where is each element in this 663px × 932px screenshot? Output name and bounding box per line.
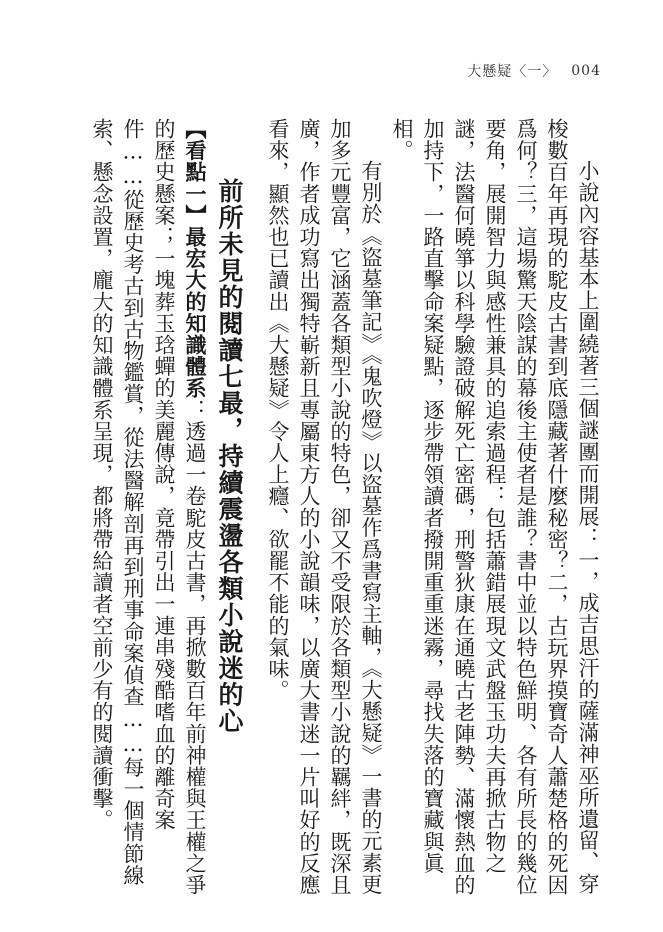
highlight-title: 最宏大的知識體系 xyxy=(183,226,207,399)
page-number: 004 xyxy=(571,63,601,79)
highlight-text: ：透過一卷駝皮古書，再掀數百年前神權與王權之爭的歷史懸案；一塊葬玉琀蟬的美麗傳說，竟帶引出一連串殘酷嗜血的離奇案件……從歷史考古到古物鑑賞，從法醫解剖再到刑事命案偵查……每一個情節線索、懸念設置，龐大的知識體系呈現，都將帶給讀者空前少有的閱讀衝擊。 xyxy=(90,118,207,896)
body-text xyxy=(43,118,603,896)
highlight-paragraph xyxy=(86,118,210,896)
section-heading: 前所未見的閱讀七最，持續震盪各類小說迷的心 xyxy=(215,178,244,735)
running-header xyxy=(431,60,601,82)
paragraph-plot-summary: 小說內容基本上圍繞著三個謎團而開展：一，成吉思汗的薩滿神巫所遺留、穿梭數百年再現的駝皮古書到底隱藏著什麼秘密？二，古玩界摸寶奇人蕭楚格的死因爲何？三，這場驚天陰謀的幕後主使者是誰？書中並以特色鮮明、各有所長的幾位要角，展開智力與感性兼具的追索過程：包括蕭錯展現文武盤玉功夫再掀古物之謎，法醫何曉箏以科學驗證破解死亡密碼，刑警狄康在通曉古老陣勢、滿懷熱血的加持下，一路直擊命案疑點，逐步帶領讀者撥開重重迷霧，尋找失落的寶藏與眞相。 xyxy=(390,118,600,896)
highlight-label: 【看點一】 xyxy=(183,118,207,226)
paragraph-comparison: 有別於《盜墓筆記》《鬼吹燈》以盜墓作爲書寫主軸，《大懸疑》一書的元素更加多元豐富，它涵蓋各類型小說的特色，卻又不受限於各類型小說的羈絆，既深且廣，作者成功寫出獨特嶄新且專屬東方人的小說韻味，以廣大書迷一片叫好的反應看來，顯然也已讀出《大懸疑》令人上癮、欲罷不能的氣味。 xyxy=(266,118,383,896)
running-title: 大懸疑〈一〉 xyxy=(467,64,558,80)
